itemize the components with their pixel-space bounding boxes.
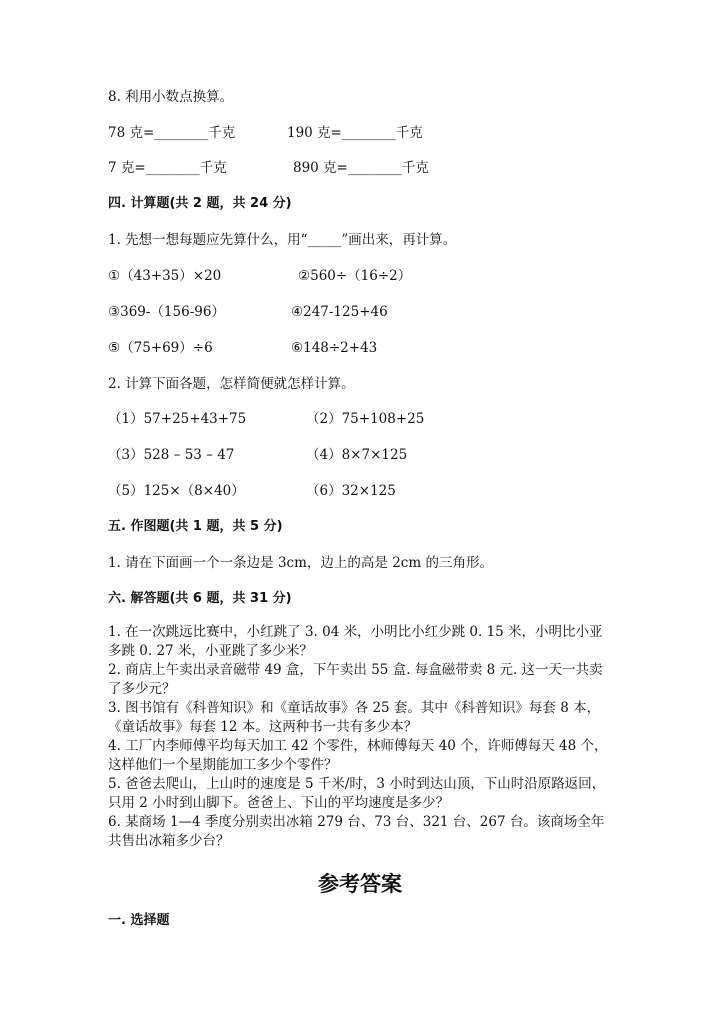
s4-q2-item-6: （6）32×125	[306, 483, 396, 499]
s4-q2-item-5: （5）125×（8×40）	[108, 483, 245, 499]
s4-q1-item-3: ③369-（156-96）	[108, 304, 225, 320]
q8-title: 8. 利用小数点换算。	[108, 89, 234, 105]
s6-problem-1: 1. 在一次跳远比赛中，小红跳了 3. 04 米，小明比小红少跳 0. 15 米，小明比小亚多跳 0. 27 米，小亚跳了多少米？	[108, 624, 603, 659]
s4-q2-item-2: （2）75+108+25	[306, 411, 425, 427]
s4-q1-item-6: ⑥148÷2+43	[291, 340, 378, 356]
s6-problem-3: 3. 图书馆有《科普知识》和《童话故事》各 25 套。其中《科普知识》每套 8 本，《童话故事》每套 12 本。这两种书一共有多少本？	[108, 700, 601, 735]
q8-item-2: 190 克=________千克	[287, 125, 423, 141]
q8-item-1: 78 克=________千克	[108, 125, 236, 141]
s4-q2-item-1: （1）57+25+43+75	[108, 411, 247, 427]
s4-q1-item-5: ⑤（75+69）÷6	[108, 340, 213, 356]
s4-q2-item-4: （4）8×7×125	[306, 447, 408, 463]
q8-item-3: 7 克=________千克	[108, 160, 227, 176]
s4-q1-item-1: ①（43+35）×20	[108, 268, 222, 284]
section5-heading: 五. 作图题(共 1 题，共 5 分)	[108, 519, 283, 534]
section4-heading: 四. 计算题(共 2 题，共 24 分)	[108, 196, 292, 211]
s6-problem-4: 4. 工厂内李师傅平均每天加工 42 个零件，林师傅每天 40 个，许师傅每天 48 个，这样他们一个星期能加工多少个零件？	[108, 738, 608, 773]
s5-q1: 1. 请在下面画一个一条边是 3cm，边上的高是 2cm 的三角形。	[108, 555, 493, 571]
s4-q1-item-4: ④247-125+46	[291, 304, 388, 320]
s6-problem-2: 2. 商店上午卖出录音磁带 49 盒，下午卖出 55 盒. 每盒磁带卖 8 元. 这一天一共卖了多少元？	[108, 662, 603, 697]
s4-q1-title: 1. 先想一想每题应先算什么，用“_____”画出来，再计算。	[108, 232, 457, 248]
s4-q1-item-2: ②560÷（16÷2）	[298, 268, 412, 284]
q8-item-4: 890 克=________千克	[293, 160, 429, 176]
section6-heading: 六. 解答题(共 6 题，共 31 分)	[108, 591, 292, 606]
s4-q2-item-3: （3）528 – 53 – 47	[108, 447, 235, 463]
answers-title: 参考答案	[318, 872, 402, 896]
s4-q2-title: 2. 计算下面各题，怎样简便就怎样计算。	[108, 376, 355, 392]
s6-problem-5: 5. 爸爸去爬山，上山时的速度是 5 千米/时，3 小时到达山顶，下山时沿原路返回，只用 2 小时到山脚下。爸爸上、下山的平均速度是多少？	[108, 776, 606, 811]
s6-problem-6: 6. 某商场 1—4 季度分别卖出冰箱 279 台、73 台、321 台、267 台。该商场全年共售出冰箱多少台？	[108, 814, 605, 849]
answers-section1: 一. 选择题	[108, 913, 170, 928]
